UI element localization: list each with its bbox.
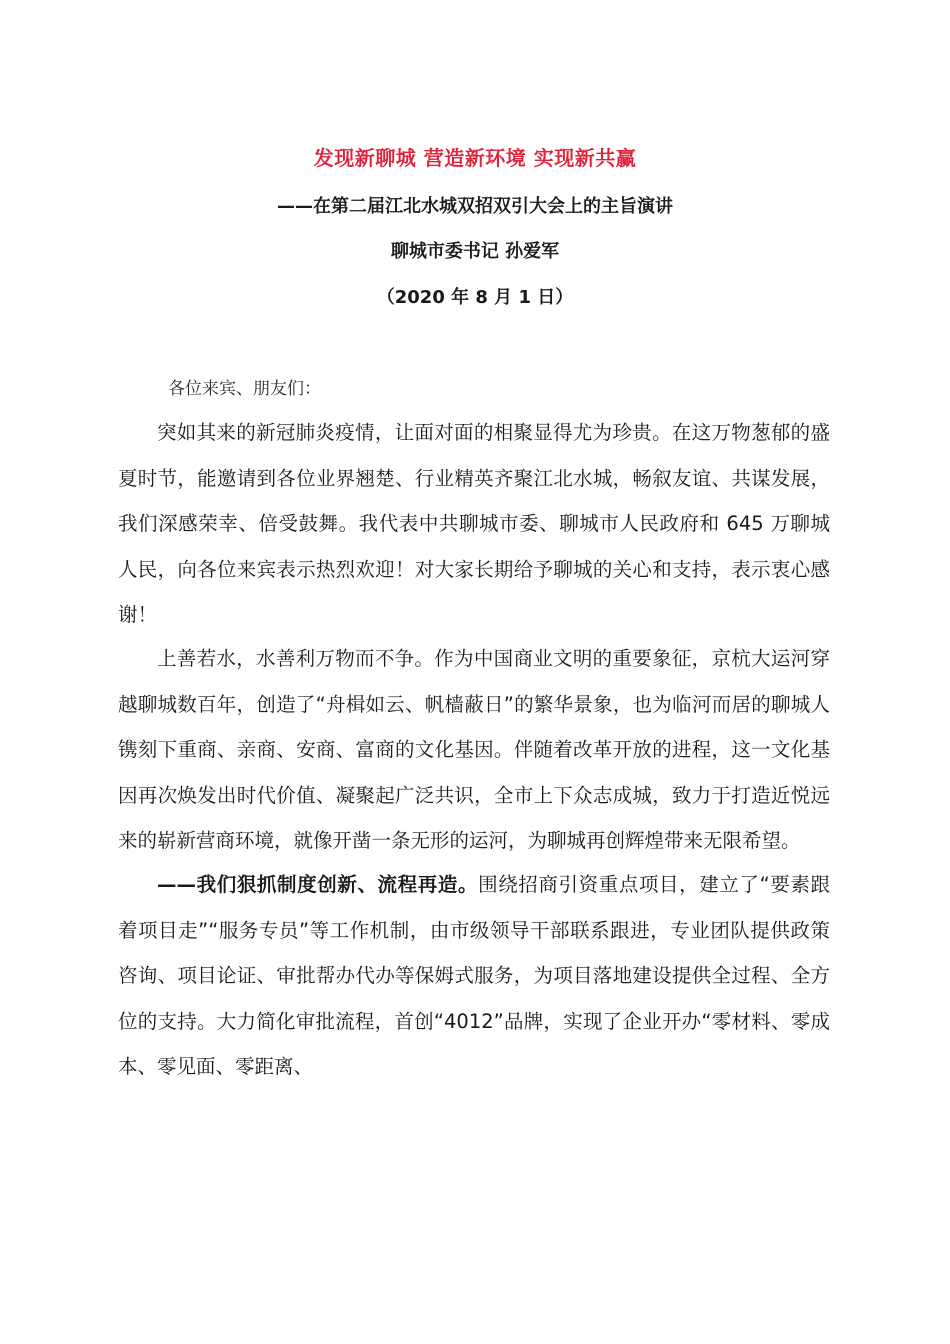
greeting: 各位来宾、朋友们：: [168, 379, 321, 399]
paragraph-lead: ——我们狠抓制度创新、流程再造。: [157, 873, 479, 896]
paragraph-text: 上善若水，水善利万物而不争。作为中国商业文明的重要象征，京杭大运河穿越聊城数百年，创造了“舟楫如云、帆樯蔽日”的繁华景象，也为临河而居的聊城人镌刻下重商、亲商、安商、富商的文化基因。伴随着改革开放的进程，这一文化基因再次焕发出时代价值、凝聚起广泛共识，全市上下众志成城，致力于打造近悦远来的崭新营商环境，就像开凿一条无形的运河，为聊城再创辉煌带来无限希望。: [118, 647, 830, 852]
document-date: （2020 年 8 月 1 日）: [376, 287, 574, 308]
paragraph: [118, 636, 830, 864]
paragraph: [118, 410, 830, 638]
document-subtitle: ——在第二届江北水城双招双引大会上的主旨演讲: [277, 196, 673, 217]
paragraph-text: 突如其来的新冠肺炎疫情，让面对面的相聚显得尤为珍贵。在这万物葱郁的盛夏时节，能邀请到各位业界翘楚、行业精英齐聚江北水城，畅叙友谊、共谋发展，我们深感荣幸、倍受鼓舞。我代表中共聊城市委、聊城市人民政府和 645 万聊城人民，向各位来宾表示热烈欢迎！对大家长期给予聊城的关心和支持，表示衷心感谢！: [118, 421, 830, 626]
document-title: 发现新聊城 营造新环境 实现新共赢: [313, 146, 637, 170]
paragraph: [118, 862, 830, 1090]
document-author: 聊城市委书记 孙爱军: [390, 241, 560, 262]
paragraph-text: 围绕招商引资重点项目，建立了“要素跟着项目走”“服务专员”等工作机制，由市级领导干部联系跟进，专业团队提供政策咨询、项目论证、审批帮办代办等保姆式服务，为项目落地建设提供全过程、全方位的支持。大力简化审批流程，首创“4012”品牌，实现了企业开办“零材料、零成本、零见面、零距离、: [118, 873, 830, 1078]
